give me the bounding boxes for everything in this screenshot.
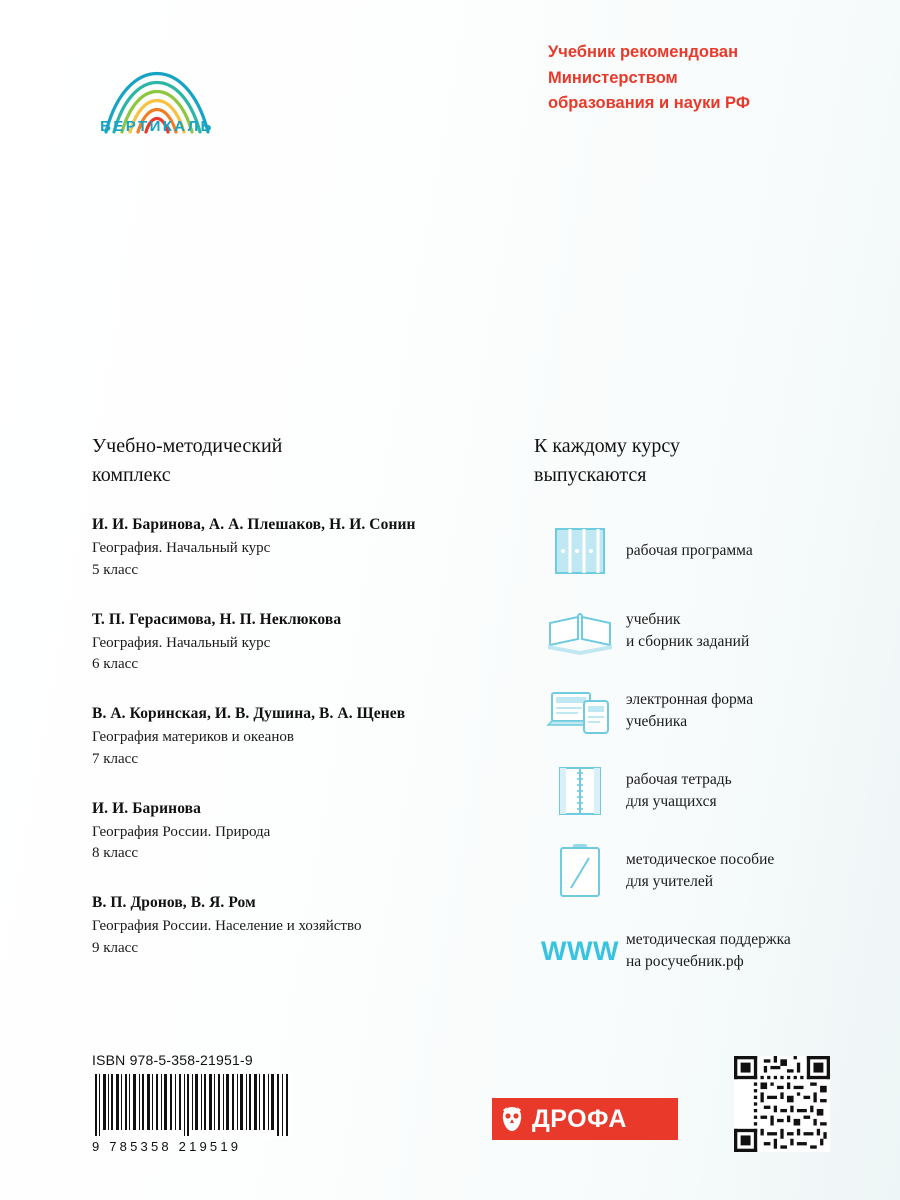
courses-title-line-1: К каждому курсу <box>534 435 680 457</box>
isbn-block <box>92 1052 302 1154</box>
umk-grade: 7 класс <box>92 750 138 767</box>
umk-title-line-1: Учебно-методический <box>92 435 283 457</box>
owl-icon <box>492 1104 532 1134</box>
course-label-line-1: рабочая программа <box>626 541 753 559</box>
umk-book-title: География России. Население и хозяйство <box>92 918 362 934</box>
umk-entry <box>92 611 442 677</box>
course-label-line-2: для учителей <box>626 873 714 890</box>
course-item <box>534 680 864 742</box>
course-item <box>534 760 864 822</box>
course-label <box>626 609 749 654</box>
course-label <box>626 929 791 974</box>
course-label-line-2: на росучебник.рф <box>626 953 744 970</box>
umk-authors: В. П. Дронов, В. Я. Ром <box>92 894 256 911</box>
umk-title <box>92 432 442 490</box>
course-label <box>626 540 753 562</box>
umk-entry <box>92 800 442 866</box>
course-label-line-1: электронная форма <box>626 690 754 708</box>
recommendation-note <box>548 40 868 117</box>
course-label <box>626 849 774 894</box>
isbn-label: ISBN 978-5-358-21951-9 <box>92 1052 253 1068</box>
course-label-line-2: учебника <box>626 713 688 730</box>
courses-title <box>534 432 864 490</box>
umk-grade: 5 класс <box>92 561 138 578</box>
umk-section <box>92 432 442 989</box>
umk-book-title: География России. Природа <box>92 823 271 840</box>
workbook-folders-icon <box>534 523 626 579</box>
umk-entry <box>92 705 442 771</box>
course-label-line-1: методическое пособие <box>626 850 775 868</box>
clipboard-icon <box>534 840 626 902</box>
courses-section <box>534 432 864 1000</box>
barcode-digits: 9 785358 219519 <box>92 1139 242 1154</box>
recommendation-line-2: Министерством <box>548 68 678 87</box>
barcode <box>92 1072 292 1138</box>
recommendation-line-3: образования и науки РФ <box>548 94 750 113</box>
umk-authors: В. А. Коринская, И. В. Душина, В. А. Щенев <box>92 705 406 722</box>
course-label-line-2: для учащихся <box>626 793 717 810</box>
umk-grade: 8 класс <box>92 845 138 862</box>
course-item <box>534 920 864 982</box>
publisher-logo <box>492 1098 678 1140</box>
www-icon <box>534 936 626 967</box>
umk-entry <box>92 516 442 582</box>
notebook-icon <box>534 762 626 820</box>
umk-authors: Т. П. Герасимова, Н. П. Неклюкова <box>92 610 342 628</box>
www-icon-label: WWW <box>541 935 619 966</box>
umk-grade: 9 класс <box>92 939 138 956</box>
umk-book-title: География. Начальный курс <box>92 540 271 556</box>
umk-book-title: География материков и океанов <box>92 729 294 745</box>
course-label-line-2: и сборник заданий <box>626 633 750 650</box>
recommendation-line-1: Учебник рекомендован <box>548 43 739 61</box>
open-book-icon <box>534 605 626 657</box>
vertikal-logo-word: ВЕРТИКАЛЬ <box>100 118 214 135</box>
course-label-line-1: учебник <box>626 610 681 628</box>
umk-grade: 6 класс <box>92 656 138 673</box>
umk-book-title: География. Начальный курс <box>92 634 271 651</box>
umk-authors: И. И. Баринова, А. А. Плешаков, Н. И. Сонин <box>92 516 416 533</box>
courses-title-line-2: выпускаются <box>534 464 647 486</box>
course-label-line-1: методическая поддержка <box>626 930 791 948</box>
publisher-name: ДРОФА <box>532 1104 627 1133</box>
umk-entry <box>92 894 442 960</box>
qr-code <box>734 1056 830 1152</box>
course-item <box>534 840 864 902</box>
course-label <box>626 689 753 734</box>
course-item <box>534 600 864 662</box>
course-label-line-1: рабочая тетрадь <box>626 770 732 788</box>
umk-authors: И. И. Баринова <box>92 799 201 817</box>
course-label <box>626 769 732 814</box>
laptop-tablet-icon <box>534 683 626 739</box>
course-item <box>534 520 864 582</box>
umk-title-line-2: комплекс <box>92 464 171 486</box>
